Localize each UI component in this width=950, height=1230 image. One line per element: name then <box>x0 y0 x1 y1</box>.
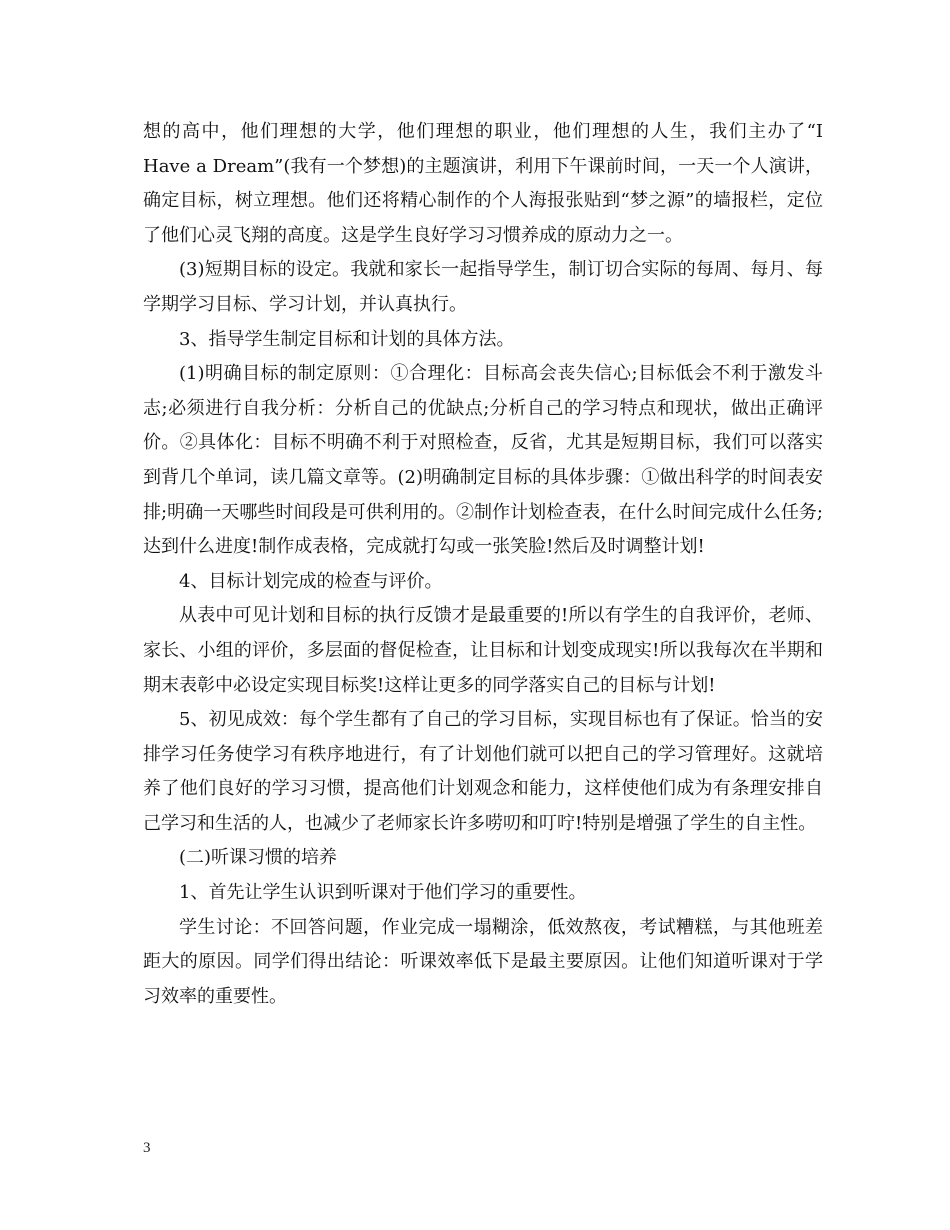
paragraph-listening-importance: 1、首先让学生认识到听课对于他们学习的重要性。 <box>179 882 587 904</box>
document-body <box>143 115 823 1014</box>
paragraph-student-discussion: 学生讨论：不回答问题，作业完成一塌糊涂，低效熬夜，考试糟糕，与其他班差距大的原因。同学们得出结论：听课效率低下是最主要原因。让他们知道听课对于学习效率的重要性。 <box>143 916 823 1007</box>
paragraph-evaluation-heading: 4、目标计划完成的检查与评价。 <box>179 570 443 592</box>
paragraph-dream-speech: 想的高中，他们理想的大学，他们理想的职业，他们理想的人生，我们主办了“I Have a Dream”(我有一个梦想)的主题演讲，利用下午课前时间，一天一个人演讲，确定目标，树立理想。他们还将精心制作的个人海报张贴到“梦之源”的墙报栏，定位了他们心灵飞翔的高度。这是学生良好学习习惯养成的原动力之一。 <box>143 121 823 246</box>
page-number: 3 <box>143 1140 151 1156</box>
paragraph-short-term-goals: (3)短期目标的设定。我就和家长一起指导学生，制订切合实际的每周、每月、每学期学习目标、学习计划，并认真执行。 <box>143 259 823 315</box>
paragraph-results: 5、初见成效：每个学生都有了自己的学习目标，实现目标也有了保证。恰当的安排学习任务使学习有秩序地进行，有了计划他们就可以把自己的学习管理好。这就培养了他们良好的学习习惯，提高他们计划观念和能力，这样使他们成为有条理安排自己学习和生活的人，也减少了老师家长许多唠叨和叮咛!特别是增强了学生的自主性。 <box>143 709 823 834</box>
paragraph-goal-principles: (1)明确目标的制定原则：①合理化：目标高会丧失信心;目标低会不利于激发斗志;必须进行自我分析：分析自己的优缺点;分析自己的学习特点和现状，做出正确评价。②具体化：目标不明确不利于对照检查，反省，尤其是短期目标，我们可以落实到背几个单词，读几篇文章等。(2)明确制定目标的具体步骤：①做出科学的时间表安排;明确一天哪些时间段是可供利用的。②制作计划检查表，在什么时间完成什么任务;达到什么进度!制作成表格，完成就打勾或一张笑脸!然后及时调整计划! <box>143 363 824 558</box>
paragraph-feedback: 从表中可见计划和目标的执行反馈才是最重要的!所以有学生的自我评价，老师、家长、小组的评价，多层面的督促检查，让目标和计划变成现实!所以我每次在半期和期末表彰中必设定实现目标奖!这样让更多的同学落实自己的目标与计划! <box>143 605 823 696</box>
section-heading-listening: (二)听课习惯的培养 <box>179 847 338 869</box>
paragraph-method-heading: 3、指导学生制定目标和计划的具体方法。 <box>179 328 515 350</box>
